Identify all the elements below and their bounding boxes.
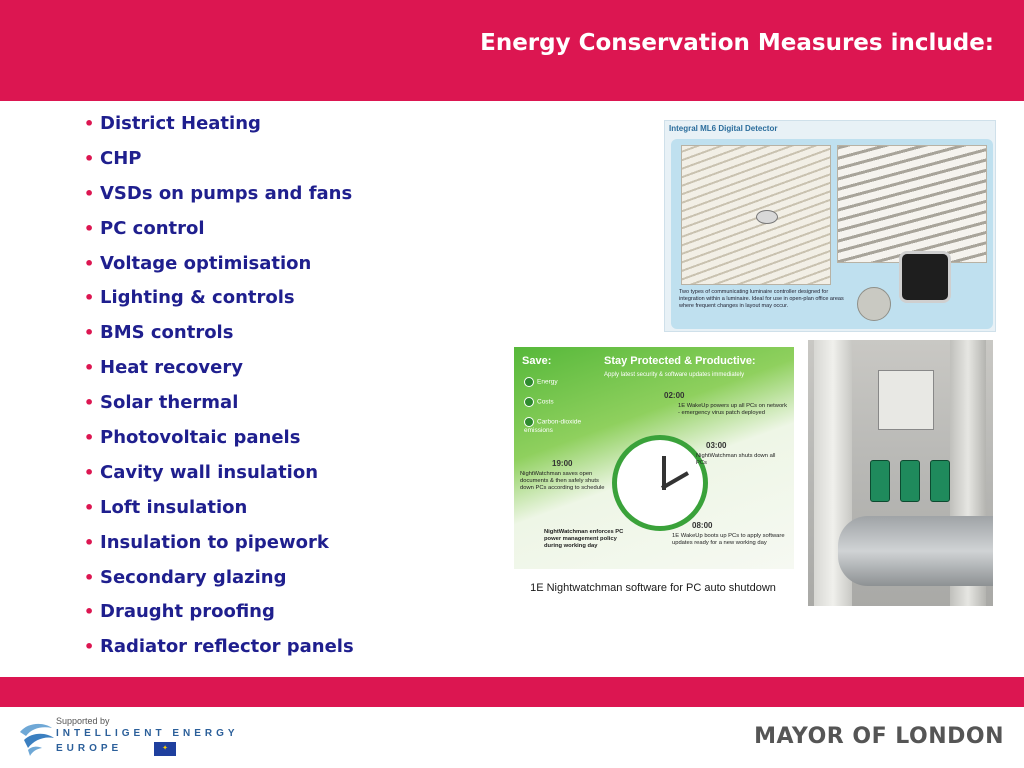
pump-icon: [870, 460, 890, 502]
detector-caption: Two types of communicating luminaire controller designed for integration within a luminaire. Ideal for use in open-plan office areas where frequent changes in layout may occur.: [679, 289, 844, 309]
program-name-line2: EUROPE: [56, 743, 123, 754]
detector-panel: [671, 139, 993, 329]
timeline-note: NightWatchman enforces PC power management policy during working day: [544, 529, 624, 549]
timeline-note: 1E WakeUp boots up PCs to apply software updates ready for a new working day: [672, 533, 785, 546]
legend-item-energy: Energy: [524, 377, 558, 387]
save-heading: Save:: [522, 355, 552, 367]
dollar-icon: [524, 397, 534, 407]
bullet-icon: •: [84, 532, 95, 552]
ceiling-light-photo: [837, 145, 987, 263]
list-item: • Insulation to pipework: [84, 530, 354, 565]
time-label: 03:00: [706, 441, 727, 450]
list-item: • Voltage optimisation: [84, 251, 354, 286]
bullet-icon: •: [84, 428, 95, 448]
bullet-icon: •: [84, 602, 95, 622]
list-item: • Loft insulation: [84, 495, 354, 530]
ceiling-light-photo: [681, 145, 831, 285]
timeline-note: NightWatchman shuts down all PCs: [696, 453, 776, 466]
nightwatchman-image: [514, 347, 794, 569]
bullet-icon: •: [84, 114, 95, 133]
list-item: • Draught proofing: [84, 599, 354, 634]
pump-icon: [900, 460, 920, 502]
list-item: • CHP: [84, 146, 354, 181]
eu-flag-icon: ✦: [154, 742, 176, 756]
time-label: 08:00: [692, 521, 713, 530]
detector-image-title: Integral ML6 Digital Detector: [669, 124, 778, 133]
program-name-line1: INTELLIGENT ENERGY: [56, 728, 239, 739]
bullet-icon: •: [84, 323, 95, 343]
energy-icon: [524, 377, 534, 387]
detector-image: [664, 120, 996, 332]
bullet-icon: •: [84, 567, 95, 587]
detector-device-icon: [899, 251, 951, 303]
bullet-icon: •: [84, 393, 95, 413]
bullet-icon: •: [84, 218, 95, 238]
control-panel: [878, 370, 934, 430]
stay-subheading: Apply latest security & software updates immediately: [604, 372, 745, 378]
list-item: • Photovoltaic panels: [84, 425, 354, 460]
list-item: • Secondary glazing: [84, 565, 354, 600]
time-label: 19:00: [552, 459, 573, 468]
slide-title: Energy Conservation Measures include:: [480, 30, 994, 56]
sensor-icon: [756, 210, 778, 224]
insulated-pipe: [838, 516, 993, 586]
iee-swirl-icon: [18, 718, 56, 758]
bullet-icon: •: [84, 288, 95, 308]
time-label: 02:00: [664, 391, 685, 400]
nightwatchman-caption: 1E Nightwatchman software for PC auto shutdown: [530, 582, 776, 594]
bullet-icon: •: [84, 358, 95, 378]
clock-icon: [612, 435, 708, 531]
list-item: • Radiator reflector panels: [84, 634, 354, 669]
bullet-icon: •: [84, 148, 95, 168]
co2-icon: [524, 417, 534, 427]
list-item: • Lighting & controls: [84, 285, 354, 320]
mayor-of-london-logo: MAYOR OF LONDON: [754, 724, 1004, 749]
bullet-icon: •: [84, 497, 95, 517]
timeline-note: 1E WakeUp powers up all PCs on network - emergency virus patch deployed: [678, 403, 788, 416]
legend-item-co2: Carbon-dioxide emissions: [524, 418, 582, 434]
iee-logo: [18, 716, 278, 760]
list-item: • Cavity wall insulation: [84, 460, 354, 495]
bullet-icon: •: [84, 253, 95, 273]
coin-icon: [857, 287, 891, 321]
list-item: • BMS controls: [84, 320, 354, 355]
list-item: • District Heating: [84, 111, 354, 146]
stay-heading: Stay Protected & Productive:: [604, 355, 756, 367]
list-item: • Solar thermal: [84, 390, 354, 425]
list-item: • Heat recovery: [84, 355, 354, 390]
legend-item-costs: Costs: [524, 397, 554, 407]
bullet-icon: •: [84, 462, 95, 482]
pump-room-photo: [808, 340, 993, 606]
supported-by-label: Supported by: [56, 716, 110, 726]
bullet-icon: •: [84, 183, 95, 203]
bullet-icon: •: [84, 637, 95, 657]
pump-icon: [930, 460, 950, 502]
list-item: • VSDs on pumps and fans: [84, 181, 354, 216]
list-item: • PC control: [84, 216, 354, 251]
timeline-note: NightWatchman saves open documents & then safely shuts down PCs according to schedule: [520, 471, 605, 491]
measures-list: [84, 111, 354, 669]
footer-band: [0, 677, 1024, 707]
